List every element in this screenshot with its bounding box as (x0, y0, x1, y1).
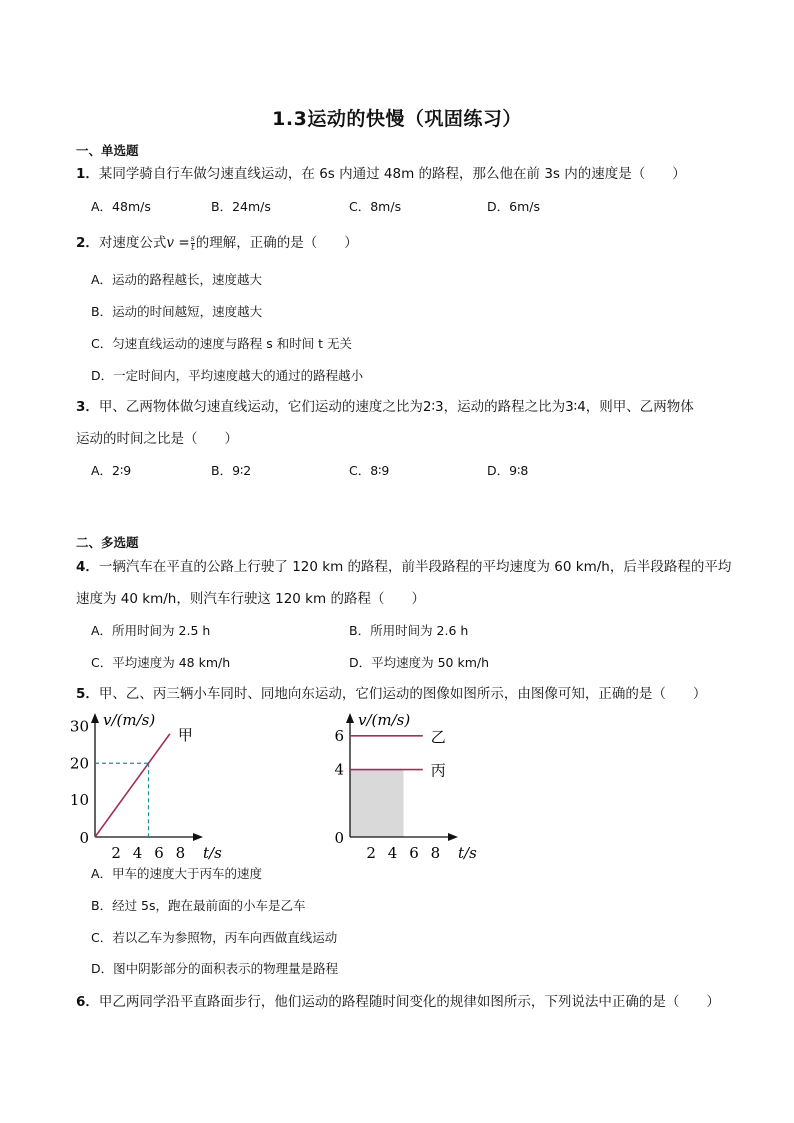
question-3-line-2: 运动的时间之比是（ ） (76, 431, 238, 447)
question-2 (76, 234, 358, 252)
question-3 (76, 398, 694, 416)
q2-option-b[interactable]: B．运动的时间越短，速度越大 (91, 304, 263, 319)
y-tick-label: 30 (70, 717, 89, 736)
x-tick-label: 2 (366, 844, 376, 862)
question-1 (76, 165, 686, 183)
y-axis-arrow (91, 713, 99, 723)
series-label-丙: 丙 (430, 761, 446, 780)
q5-option-d[interactable]: D．图中阴影部分的面积表示的物理量是路程 (91, 961, 339, 976)
x-tick-label: 4 (132, 844, 143, 862)
q1-option-b[interactable]: B．24m/s (211, 199, 271, 214)
q5-option-c[interactable]: C．若以乙车为参照物，丙车向西做直线运动 (91, 930, 338, 945)
y-tick-label: 20 (70, 754, 89, 773)
page-title: 1.3运动的快慢（巩固练习） (272, 108, 522, 130)
y-tick-label: 4 (334, 760, 344, 779)
y-tick-label: 10 (70, 791, 89, 810)
q5-option-b[interactable]: B．经过 5s，跑在最前面的小车是乙车 (91, 898, 306, 913)
x-tick-label: 6 (154, 844, 164, 862)
x-tick-label: 4 (387, 844, 398, 862)
y-axis-arrow (346, 713, 354, 723)
question-5-number: 5． (76, 686, 99, 702)
x-axis-arrow (193, 833, 203, 841)
q3-option-c[interactable]: C．8∶9 (349, 463, 390, 478)
question-2-number: 2． (76, 235, 99, 251)
question-2-text-a: 对速度公式 (98, 235, 167, 251)
fraction-denominator: t (191, 242, 195, 252)
question-2-text-b: 的理解，正确的是（ ） (195, 235, 358, 251)
section-single-choice: 一、单选题 (76, 143, 139, 158)
series-label-乙: 乙 (430, 727, 446, 746)
question-1-text: 某同学骑自行车做匀速直线运动，在 6s 内通过 48m 的路程，那么他在前 3s 内的速度是（ ） (98, 166, 686, 182)
y-tick-label: 0 (334, 829, 344, 847)
x-tick-label: 8 (430, 844, 441, 862)
x-tick-label: 2 (111, 844, 121, 862)
question-4-number: 4． (76, 559, 99, 575)
x-axis-label: t/s (203, 844, 222, 862)
chart-jia-velocity-time (70, 705, 295, 865)
x-axis-label: t/s (458, 844, 477, 862)
y-tick-label: 6 (334, 726, 344, 745)
q1-option-a[interactable]: A．48m/s (91, 199, 151, 214)
question-3-line-1: 甲、乙两物体做匀速直线运动，它们运动的速度之比为2∶3，运动的路程之比为3∶4，则甲、乙两物体 (98, 399, 694, 415)
question-6 (76, 993, 720, 1011)
x-tick-label: 8 (175, 844, 186, 862)
q4-option-d[interactable]: D．平均速度为 50 km/h (349, 655, 490, 670)
question-6-number: 6． (76, 994, 99, 1010)
question-3-number: 3． (76, 399, 99, 415)
q3-option-a[interactable]: A．2∶9 (91, 463, 132, 478)
question-4 (76, 558, 731, 576)
question-4-line-1: 一辆汽车在平直的公路上行驶了 120 km 的路程，前半段路程的平均速度为 60 km/h，后半段路程的平均 (98, 559, 732, 575)
q4-option-c[interactable]: C．平均速度为 48 km/h (91, 655, 231, 670)
question-6-text: 甲乙两同学沿平直路面步行，他们运动的路程随时间变化的规律如图所示，下列说法中正确的是（ ） (98, 994, 720, 1010)
y-axis-label: v/(m/s) (103, 711, 156, 729)
x-axis-arrow (448, 833, 458, 841)
q3-option-d[interactable]: D．9∶8 (487, 463, 529, 478)
q1-option-d[interactable]: D．6m/s (487, 199, 540, 214)
question-1-number: 1． (76, 166, 99, 182)
y-axis-label: v/(m/s) (358, 711, 411, 729)
section-multiple-choice: 二、多选题 (76, 535, 139, 550)
q2-option-c[interactable]: C．匀速直线运动的速度与路程 s 和时间 t 无关 (91, 336, 353, 351)
q2-option-a[interactable]: A．运动的路程越长，速度越大 (91, 272, 263, 287)
y-tick-label: 0 (79, 829, 89, 847)
q4-option-a[interactable]: A．所用时间为 2.5 h (91, 623, 211, 638)
series-line-甲 (95, 734, 170, 837)
question-4-line-2: 速度为 40 km/h，则汽车行驶这 120 km 的路程（ ） (76, 591, 425, 607)
q2-option-d[interactable]: D．一定时间内，平均速度越大的通过的路程越小 (91, 368, 364, 383)
chart-yi-bing-velocity-time (325, 705, 550, 865)
shaded-area (350, 770, 404, 837)
q4-option-b[interactable]: B．所用时间为 2.6 h (349, 623, 469, 638)
series-label-甲: 甲 (177, 725, 193, 744)
q5-option-a[interactable]: A．甲车的速度大于丙车的速度 (91, 866, 263, 881)
q3-option-b[interactable]: B．9∶2 (211, 463, 252, 478)
question-5-text: 甲、乙、丙三辆小车同时、同地向东运动，它们运动的图像如图所示，由图像可知，正确的是（ ） (98, 686, 707, 702)
fraction-numerator: s (190, 233, 195, 243)
formula-lhs: v = (166, 235, 190, 251)
formula-fraction (191, 235, 195, 252)
q1-option-c[interactable]: C．8m/s (349, 199, 402, 214)
question-5 (76, 685, 706, 703)
x-tick-label: 6 (409, 844, 419, 862)
